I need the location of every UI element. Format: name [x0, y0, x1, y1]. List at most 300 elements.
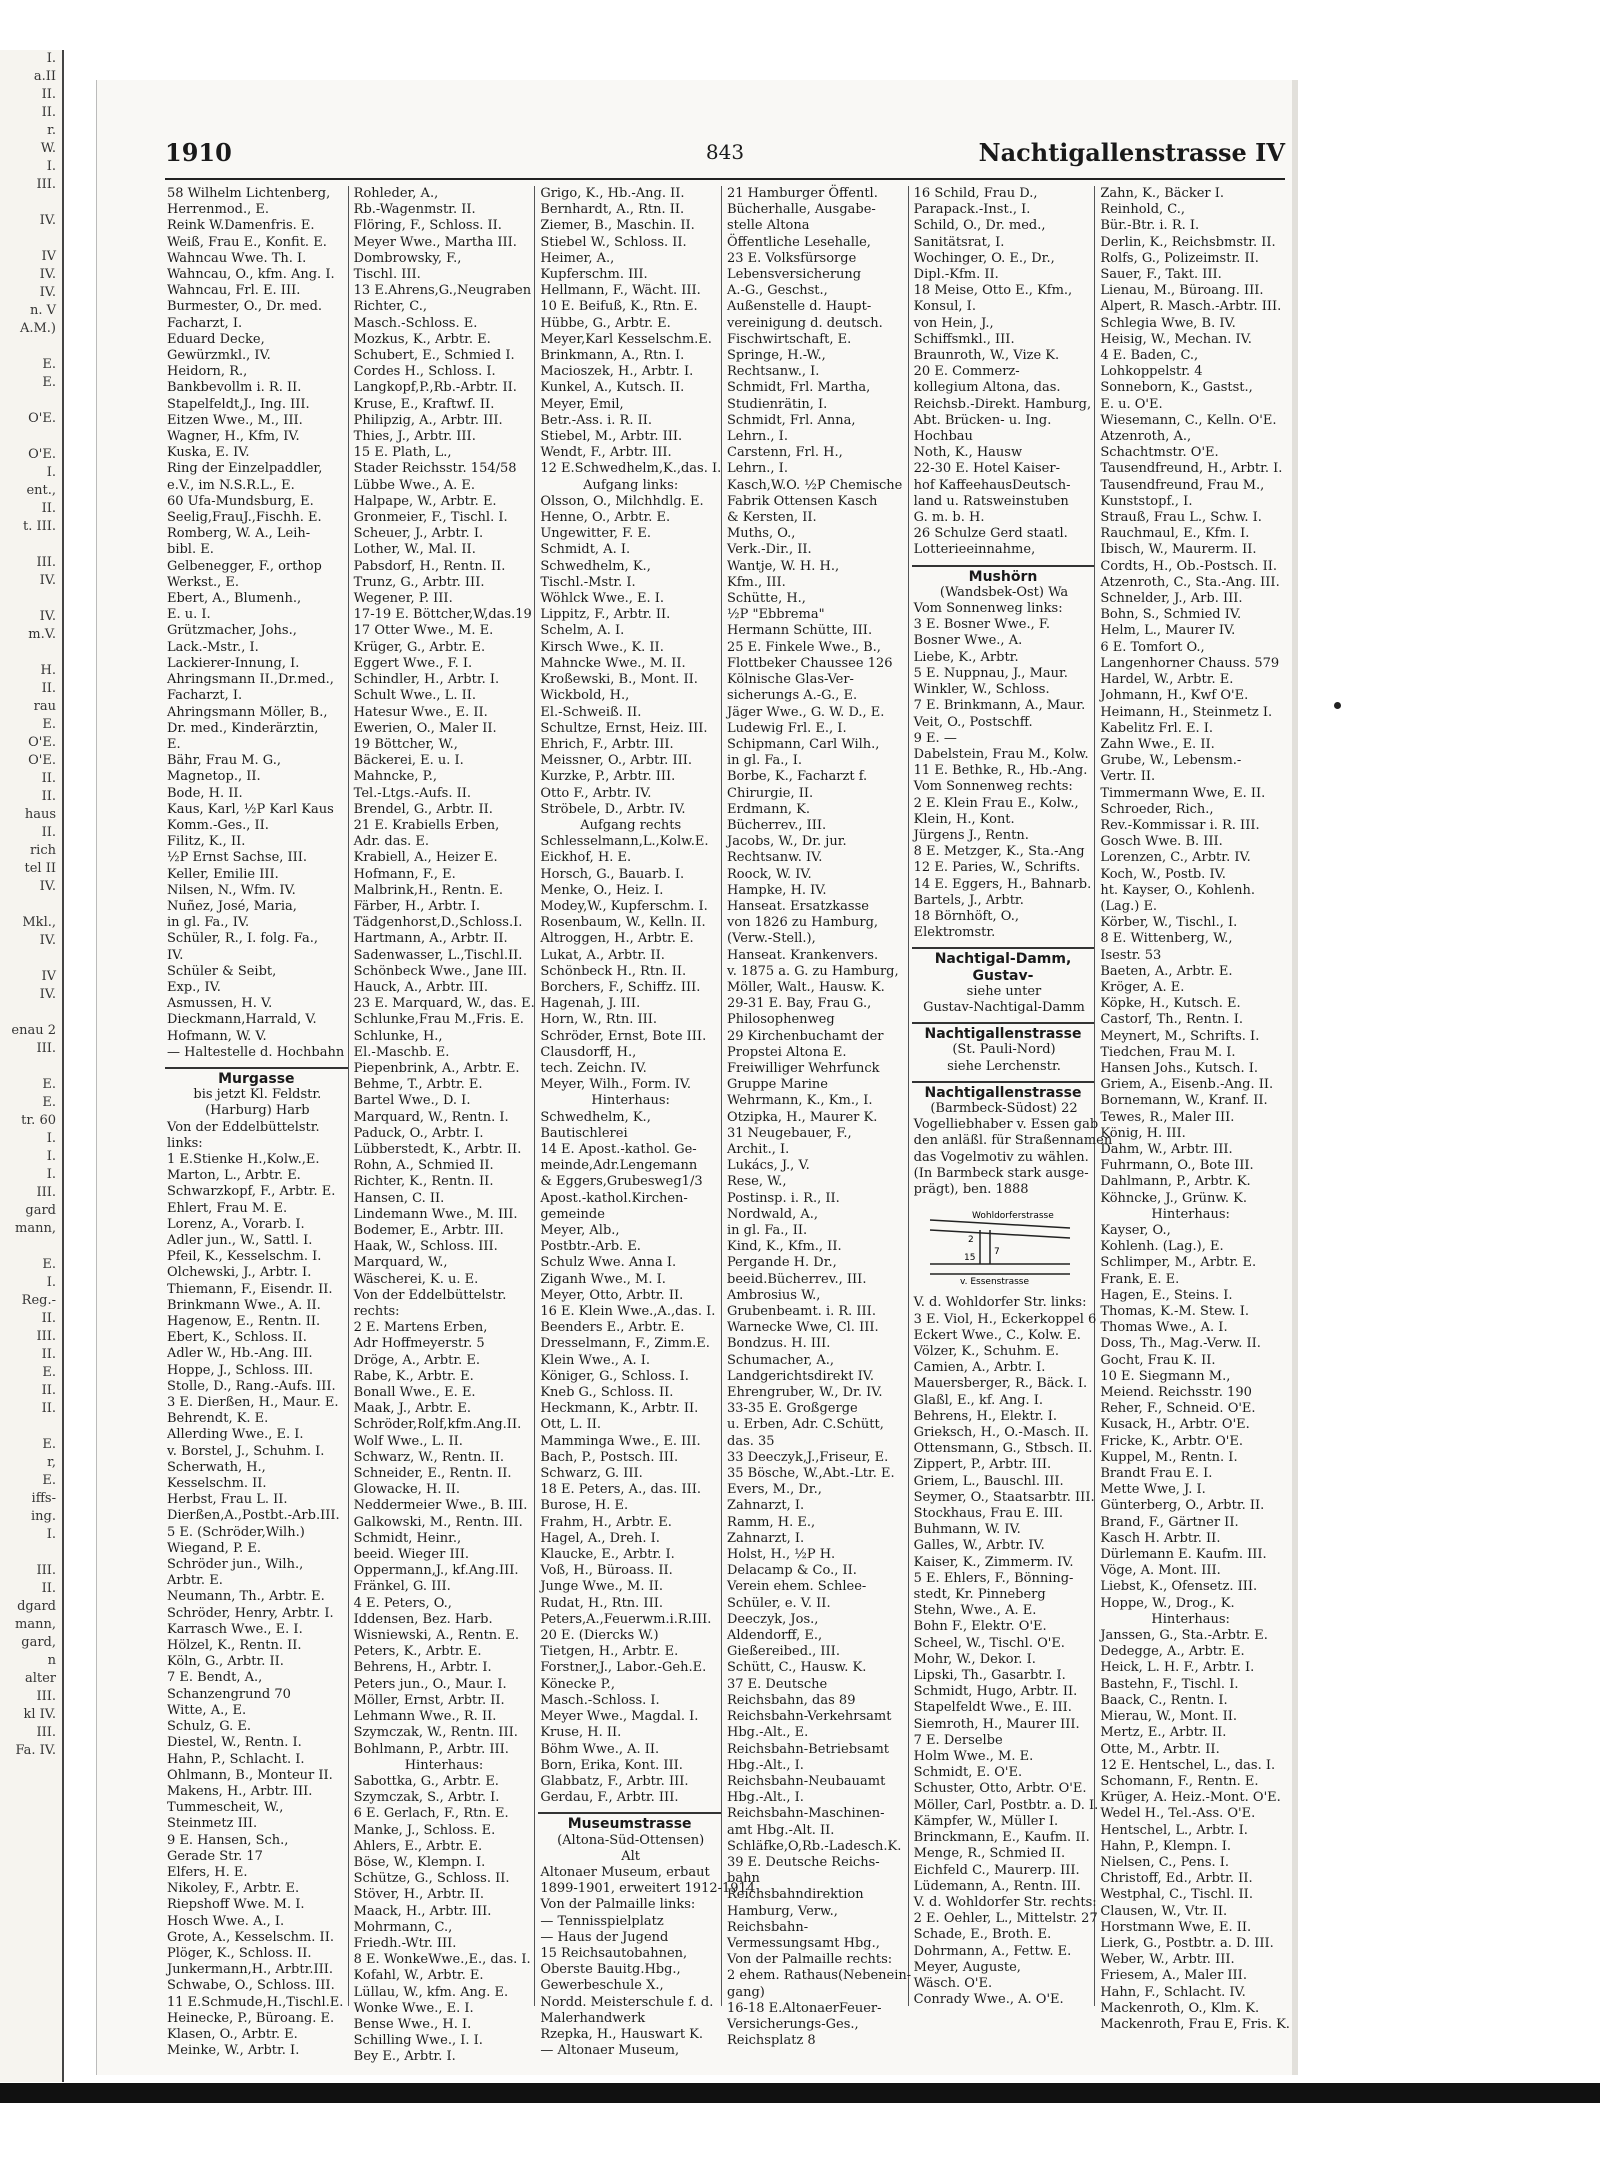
directory-entry: Plöger, K., Schloss. II. [167, 1945, 312, 1961]
directory-entry: Olsson, O., Milchhdlg. E. [540, 493, 704, 509]
directory-entry: Scheel, W., Tischl. O'E. [913, 1635, 1065, 1651]
edge-fragment: a.II [33, 69, 56, 84]
directory-entry: Kaus, Karl, ½P Karl Kaus [167, 801, 334, 817]
directory-entry: 10 E. Siegmann M., [1100, 1368, 1231, 1384]
edge-fragment: II. [41, 87, 56, 102]
directory-entry: Meyer, Otto, Arbtr. II. [540, 1287, 684, 1303]
edge-fragment: I. [46, 465, 56, 480]
directory-entry: Ziganh Wwe., M. I. [540, 1271, 666, 1287]
edge-fragment [0, 536, 62, 554]
directory-entry: Schnelder, J., Arb. III. [1100, 591, 1243, 607]
page-number: 843 [705, 140, 745, 164]
directory-entry: Behrendt, K. E. [167, 1411, 269, 1427]
directory-entry: Chirurgie, II. [727, 785, 814, 801]
directory-entry: links: [167, 1135, 203, 1151]
edge-fragment: IV. [39, 987, 56, 1002]
edge-fragment: kl IV. [23, 1707, 56, 1722]
directory-entry: Rohn, A., Schmied II. [353, 1158, 494, 1174]
directory-entry: Grützmacher, Johs., [167, 623, 297, 639]
edge-fragment [0, 338, 62, 356]
directory-entry: E. u. O'E. [1100, 396, 1163, 412]
directory-entry: Bornemann, W., Kranf. II. [1100, 1093, 1268, 1109]
directory-entry: Rabe, K., Arbtr. E. [353, 1368, 474, 1384]
directory-entry: bibl. E. [167, 542, 214, 558]
directory-entry: Wahncau Wwe. Th. I. [167, 250, 307, 266]
directory-entry: Rauchmaul, E., Kfm. I. [1100, 526, 1250, 542]
directory-entry: 15 E. Plath, L., [353, 445, 452, 461]
directory-entry: prägt), ben. 1888 [913, 1181, 1029, 1197]
directory-entry: Stapelfeldt,J., Ing. III. [167, 396, 310, 412]
directory-entry: Tausendfreund, Frau M., [1100, 477, 1265, 493]
directory-entry: Iddensen, Bez. Harb. [353, 1611, 493, 1627]
directory-entry: Seymer, O., Staatsarbtr. III. [913, 1489, 1095, 1505]
directory-entry: Schelm, A. I. [540, 623, 625, 639]
edge-fragment: I. [46, 1275, 56, 1290]
directory-entry: Mahncke, P., [353, 769, 437, 785]
edge-fragment: II. [41, 681, 56, 696]
directory-entry: Burose, H. E. [540, 1498, 629, 1514]
directory-entry: Kabelitz Frl. E. I. [1100, 720, 1214, 736]
directory-entry: Schroeder, Rich., [1100, 801, 1214, 817]
directory-entry: Wehrmann, K., Km., I. [727, 1093, 873, 1109]
directory-entry: Reichsbahn-Verkehrsamt [727, 1709, 892, 1725]
directory-entry: Allerding Wwe., E. I. [167, 1427, 304, 1443]
directory-entry: Oppermann,J., kf.Ang.III. [353, 1563, 519, 1579]
directory-entry: Hofmann, W. V. [167, 1028, 267, 1044]
directory-entry: Schindler, H., Arbtr. I. [353, 672, 500, 688]
directory-entry: Ambrosius W., [727, 1287, 821, 1303]
directory-entry: Schuster, Otto, Arbtr. O'E. [913, 1781, 1087, 1797]
directory-entry: Otte, M., Arbtr. II. [1100, 1741, 1220, 1757]
directory-entry: Bartel Wwe., D. I. [353, 1093, 471, 1109]
edge-fragment [0, 1238, 62, 1256]
previous-page-edge [0, 50, 64, 2082]
directory-entry: 20 E. (Diercks W.) [540, 1628, 659, 1644]
directory-entry: Von der Palmaille links: [540, 1897, 696, 1913]
directory-entry: Olchewski, J., Arbtr. I. [167, 1265, 312, 1281]
sketch-house-number: 15 [963, 1253, 976, 1264]
directory-entry: Schüler & Seibt, [167, 963, 277, 979]
edge-fragment: III. [36, 1689, 56, 1704]
directory-entry: 7 E. Brinkmann, A., Maur. [913, 698, 1086, 714]
directory-entry: 14 E. Apost.-kathol. Ge- [540, 1141, 697, 1157]
directory-entry: Cordes H., Schloss. I. [353, 364, 496, 380]
directory-entry: Schilling Wwe., I. I. [353, 2033, 483, 2049]
edge-fragment: II. [41, 105, 56, 120]
directory-entry: Bernhardt, A., Rtn. II. [540, 202, 685, 218]
directory-entry: Wedel H., Tel.-Ass. O'E. [1100, 1806, 1256, 1822]
edge-fragment: E. [42, 1473, 56, 1488]
directory-entry: 21 Hamburger Öffentl. [727, 186, 878, 201]
directory-entry: Thiemann, F., Eisendr. II. [167, 1281, 333, 1297]
edge-fragment: II. [41, 1347, 56, 1362]
directory-entry: Altroggen, H., Arbtr. E. [540, 931, 694, 947]
directory-entry: Schönbeck Wwe., Jane III. [353, 963, 527, 979]
edge-fragment [0, 230, 62, 248]
directory-entry: Mauersberger, R., Bäck. I. [913, 1376, 1088, 1392]
directory-entry: Rzepka, H., Hauswart K. [540, 2026, 704, 2042]
edge-fragment: rich [29, 843, 56, 858]
directory-entry: Eduard Decke, [167, 331, 265, 347]
directory-entry: 39 E. Deutsche Reichs- [727, 1854, 880, 1870]
directory-entry: Mertz, E., Arbtr. II. [1100, 1725, 1227, 1741]
edge-fragment: IV. [39, 933, 56, 948]
directory-entry: Johmann, H., Kwf O'E. [1100, 688, 1249, 704]
page-year: 1910 [165, 138, 232, 167]
directory-entry: Flöring, F., Schloss. II. [353, 218, 502, 234]
directory-entry: E. u. I. [167, 607, 211, 623]
directory-entry: Makens, H., Arbtr. III. [167, 1783, 313, 1799]
directory-entry: Wantje, W. H. H., [727, 558, 840, 574]
directory-entry: Lindemann Wwe., M. III. [353, 1206, 518, 1222]
directory-entry: Facharzt, I. [167, 315, 243, 331]
edge-fragment: rau [33, 699, 56, 714]
directory-entry: Kunststopf., I. [1100, 493, 1193, 509]
directory-entry: Clausen, W., Vtr. II. [1100, 1903, 1228, 1919]
directory-entry: Junge Wwe., M. II. [540, 1579, 663, 1595]
directory-entry: stelle Altona [727, 218, 810, 234]
directory-entry: 19 Böttcher, W., [353, 736, 458, 752]
directory-entry: Meynert, M., Schrifts. I. [1100, 1028, 1260, 1044]
directory-entry: 4 E. Baden, C., [1100, 348, 1199, 364]
directory-entry: Kusack, H., Arbtr. O'E. [1100, 1417, 1250, 1433]
directory-entry: Zahn Wwe., E. II. [1100, 736, 1215, 752]
directory-entry: Brandt Frau E. I. [1100, 1466, 1213, 1482]
directory-entry: Lother, W., Mal. II. [353, 542, 476, 558]
directory-entry: Langenhorner Chauss. 579 [1100, 655, 1280, 671]
directory-entry: v. Borstel, J., Schuhm. I. [167, 1443, 325, 1459]
directory-entry: Frahm, H., Arbtr. E. [540, 1514, 672, 1530]
directory-entry: ½P "Ebbrema" [727, 607, 825, 623]
directory-entry: Dedegge, A., Arbtr. E. [1100, 1644, 1245, 1660]
directory-entry: Rechtsanw. IV. [727, 850, 823, 866]
directory-entry: Adler W., Hb.-Ang. III. [167, 1346, 313, 1362]
directory-entry: Wagner, H., Kfm, IV. [167, 429, 300, 445]
directory-entry: Weiß, Frau E., Konfit. E. [167, 234, 327, 250]
directory-entry: 10 E. Beifuß, K., Rtn. E. [540, 299, 698, 315]
directory-entry: Gerdau, F., Arbtr. III. [540, 1790, 679, 1806]
directory-entry: Lorenz, A., Vorarb. I. [167, 1216, 305, 1232]
directory-page [96, 80, 1294, 2075]
directory-column [165, 186, 349, 2059]
directory-entry: Horn, W., Rtn. III. [540, 1012, 658, 1028]
centered-subheading: (Harburg) Harb [205, 1103, 310, 1119]
directory-entry: 21 E. Krabiells Erben, [353, 817, 500, 833]
directory-entry: Kölnische Glas-Ver- [727, 672, 854, 688]
directory-entry: Meyer Wwe., Magdal. I. [540, 1709, 699, 1725]
directory-entry: Marquard, W., [353, 1255, 448, 1271]
directory-entry: vereinigung d. deutsch. [727, 315, 883, 331]
directory-entry: Janssen, G., Sta.-Arbtr. E. [1100, 1628, 1268, 1644]
directory-entry: Landgerichtsdirekt IV. [727, 1368, 875, 1384]
directory-entry: Wolf Wwe., L. II. [353, 1433, 463, 1449]
directory-entry: Kämpfer, W., Müller I. [913, 1813, 1059, 1829]
directory-entry: Lorenzen, C., Arbtr. IV. [1100, 850, 1251, 866]
directory-entry: Betr.-Ass. i. R. II. [540, 412, 652, 428]
directory-entry: Verk.-Dir., II. [727, 542, 812, 558]
directory-entry: Marton, L., Arbtr. E. [167, 1168, 301, 1184]
directory-entry: Reichsbahn- [727, 1919, 809, 1935]
directory-entry: 2 E. Oehler, L., Mittelstr. 27 [913, 1911, 1098, 1927]
edge-fragment: IV. [39, 609, 56, 624]
directory-entry: u. Erben, Adr. C.Schütt, [727, 1417, 884, 1433]
directory-entry: Königer, G., Schloss. I. [540, 1368, 689, 1384]
directory-entry: Tädgenhorst,D.,Schloss.I. [353, 915, 523, 931]
directory-entry: Kruse, H. II. [540, 1725, 622, 1741]
directory-entry: 11 E.Schmude,H.,Tischl.E. [167, 1994, 344, 2010]
directory-entry: Neumann, Th., Arbtr. E. [167, 1589, 325, 1605]
directory-entry: Hübbe, G., Arbtr. E. [540, 315, 671, 331]
directory-entry: Otto F., Arbtr. IV. [540, 785, 652, 801]
edge-fragment: iffs- [31, 1491, 56, 1506]
directory-entry: Werkst., E. [167, 574, 240, 590]
directory-entry: Exp., IV. [167, 979, 221, 995]
directory-entry: Christoff, Ed., Arbtr. II. [1100, 1871, 1253, 1887]
directory-entry: Lübbe Wwe., A. E. [353, 477, 475, 493]
directory-entry: Freiwilliger Wehrfunck [727, 1060, 880, 1076]
edge-fragment: III. [36, 1563, 56, 1578]
directory-entry: Karrasch Wwe., E. I. [167, 1621, 303, 1637]
directory-entry: Kofahl, W., Arbtr. E. [353, 1968, 484, 1984]
directory-entry: Derlin, K., Reichsbmstr. II. [1100, 234, 1276, 250]
centered-subheading: Gustav-Nachtigal-Damm [923, 999, 1085, 1015]
directory-entry: Sabottka, G., Arbtr. E. [353, 1773, 499, 1789]
directory-entry: Kuska, E. IV. [167, 445, 250, 461]
directory-entry: Ehlert, Frau M. E. [167, 1200, 288, 1216]
directory-entry: Lüllau, W., kfm. Ang. E. [353, 1984, 509, 2000]
directory-entry: Romberg, W. A., Leih- [167, 526, 311, 542]
directory-entry: Archit., I. [727, 1141, 790, 1157]
directory-entry: in gl. Fa., IV. [167, 915, 250, 931]
directory-entry: V. d. Wohldorfer Str. rechts: [913, 1894, 1097, 1910]
directory-entry: v. 1875 a. G. zu Hamburg, [727, 963, 899, 979]
directory-entry: Kohlenh. (Lag.), E. [1100, 1239, 1224, 1255]
directory-entry: (In Barmbeck stark ausge- [913, 1165, 1089, 1181]
directory-entry: Kroßewski, B., Mont. II. [540, 672, 698, 688]
directory-entry: Braunroth, W., Vize K. [913, 348, 1060, 364]
directory-entry: Pergande H. Dr., [727, 1255, 837, 1271]
edge-fragment: II. [41, 1401, 56, 1416]
directory-entry: 33 Deeczyk,J.,Friseur, E. [727, 1449, 889, 1465]
edge-fragment: I. [46, 51, 56, 66]
directory-entry: Philosophenweg [727, 1012, 835, 1028]
centered-subheading: Aufgang links: [583, 477, 679, 493]
sketch-house-number: 2 [967, 1235, 974, 1246]
directory-entry: Bodemer, E., Arbtr. III. [353, 1223, 504, 1238]
sketch-street-top: Wohldorferstrasse [971, 1211, 1054, 1222]
edge-fragment: III. [36, 1725, 56, 1740]
directory-entry: Grote, A., Kesselschm. II. [167, 1929, 334, 1945]
directory-entry: Schultze, Ernst, Heiz. III. [540, 720, 708, 736]
directory-entry: Richter, K., Rentn. II. [353, 1174, 494, 1190]
directory-entry: Bonall Wwe., E. E. [353, 1385, 476, 1401]
directory-entry: Dresselmann, F., Zimm.E. [540, 1336, 710, 1352]
directory-entry: 1 E.Stienke H.,Kolw.,E. [167, 1151, 320, 1167]
directory-entry: Flottbeker Chaussee 126 [727, 655, 893, 671]
edge-fragment [0, 1418, 62, 1436]
directory-entry: Roock, W. IV. [727, 866, 812, 882]
directory-entry: Schult Wwe., L. II. [353, 688, 476, 704]
directory-entry: Dombrowsky, F., [353, 250, 462, 266]
directory-entry: — Tennisspielplatz [540, 1913, 664, 1929]
directory-entry: 31 Neugebauer, F., [727, 1125, 852, 1141]
directory-entry: Möller, Carl, Postbtr. a. D. I. [913, 1797, 1099, 1813]
directory-entry: Hosch Wwe. A., I. [167, 1913, 285, 1929]
directory-entry: Doss, Th., Mag.-Verw. II. [1100, 1336, 1261, 1352]
directory-entry: 16 E. Klein Wwe.,A.,das. I. [540, 1304, 716, 1320]
directory-entry: gang) [727, 1984, 765, 2000]
directory-entry: Nordd. Meisterschule f. d. [540, 1994, 714, 2010]
directory-entry: Zahnarzt, I. [727, 1530, 805, 1546]
directory-entry: Philipzig, A., Arbtr. III. [353, 412, 503, 428]
street-section-heading: Museumstrasse [538, 1812, 721, 1832]
directory-entry: A.-G., Geschst., [727, 283, 828, 299]
directory-entry: 18 Börnhöft, O., [913, 908, 1019, 924]
directory-entry: sicherungs A.-G., E. [727, 688, 858, 704]
directory-entry: Grigo, K., Hb.-Ang. II. [540, 186, 685, 201]
directory-entry: Holm Wwe., M. E. [913, 1749, 1034, 1765]
directory-entry: Mamminga Wwe., E. III. [540, 1433, 701, 1449]
edge-fragment: E. [42, 1365, 56, 1380]
directory-entry: Klein, H., Kont. [913, 811, 1015, 827]
directory-entry: Kuppel, M., Rentn. I. [1100, 1449, 1238, 1465]
directory-entry: Castorf, Th., Rentn. I. [1100, 1012, 1243, 1028]
directory-entry: kollegium Altona, das. [913, 380, 1061, 396]
directory-entry: Conrady Wwe., A. O'E. [913, 1992, 1064, 2008]
directory-entry: Kurzke, P., Arbtr. III. [540, 769, 676, 785]
directory-entry: Hahn, P., Schlacht. I. [167, 1751, 305, 1767]
directory-entry: Vermessungsamt Hbg., [727, 1935, 880, 1951]
directory-entry: El.-Maschb. E. [353, 1044, 450, 1060]
directory-entry: Masch.-Schloss. I. [540, 1692, 660, 1708]
directory-entry: Bohlmann, P., Arbtr. III. [353, 1741, 509, 1757]
directory-entry: Ottensmann, G., Stbsch. II. [913, 1441, 1093, 1457]
directory-entry: Liebe, K., Arbtr. [913, 649, 1019, 665]
directory-entry: Krüger, A. Heiz.-Mont. O'E. [1100, 1790, 1281, 1806]
directory-entry: Beenders E., Arbtr. E. [540, 1320, 685, 1336]
directory-entry: 7 E. Bendt, A., [167, 1670, 263, 1686]
centered-subheading: bis jetzt Kl. Feldstr. [193, 1087, 322, 1103]
centered-subheading: Hinterhaus: [1151, 1611, 1230, 1627]
directory-entry: 5 E. Ehlers, F., Bönning- [913, 1570, 1074, 1586]
edge-fragment: O'E. [28, 753, 56, 768]
directory-entry: — Haus der Jugend [540, 1929, 669, 1945]
directory-entry: 18 Meise, Otto E., Kfm., [913, 283, 1073, 299]
directory-entry: Bäckerei, E. u. I. [353, 753, 464, 769]
directory-entry: Reichsbahn, das 89 [727, 1692, 856, 1708]
directory-entry: Lierk, G., Postbtr. a. D. III. [1100, 1935, 1274, 1951]
directory-entry: Ehrich, F., Arbtr. III. [540, 736, 674, 752]
directory-entry: Hamburg, Verw., [727, 1903, 838, 1919]
centered-subheading: siehe unter [966, 983, 1042, 999]
directory-entry: Wöhlck Wwe., E. I. [540, 591, 665, 607]
edge-fragment: ing. [31, 1509, 56, 1524]
edge-fragment: alter [24, 1671, 56, 1686]
directory-entry: Köpke, H., Kutsch. E. [1100, 996, 1241, 1012]
directory-entry: Sadenwasser, L.,Tischl.II. [353, 947, 523, 963]
directory-entry: Maak, J., Arbtr. E. [353, 1401, 472, 1417]
directory-entry: 60 Ufa-Mundsburg, E. [167, 493, 314, 509]
directory-entry: Meyer, Emil, [540, 396, 624, 412]
edge-fragment [0, 896, 62, 914]
directory-entry: Brand, F., Gärtner II. [1100, 1514, 1239, 1530]
directory-entry: Holst, H., ½P H. [727, 1547, 836, 1563]
directory-entry: 3 E. Bosner Wwe., F. [913, 617, 1050, 633]
directory-entry: Hatesur Wwe., E. II. [353, 704, 488, 720]
directory-entry: Galkowski, M., Rentn. III. [353, 1514, 523, 1530]
directory-entry: Steinmetz III. [167, 1816, 258, 1832]
directory-entry: Kayser, O., [1100, 1223, 1171, 1238]
directory-entry: Brinkmann Wwe., A. II. [167, 1297, 321, 1313]
directory-entry: 12 E.Schwedhelm,K.,das. I. [540, 461, 722, 477]
directory-entry: beeid. Wieger III. [353, 1547, 469, 1563]
edge-fragment: gard [25, 1203, 56, 1218]
directory-entry: Hanseat. Ersatzkasse [727, 898, 869, 914]
directory-entry: Kind, K., Kfm., II. [727, 1239, 842, 1255]
directory-entry: Hbg.-Alt., E. [727, 1725, 809, 1741]
directory-entry: 23 E. Volksfürsorge [727, 250, 857, 266]
directory-entry: Scherwath, H., [167, 1459, 266, 1475]
directory-entry: Schütt, C., Hausw. K. [727, 1660, 867, 1676]
edge-fragment [0, 428, 62, 446]
directory-entry: Otzipka, H., Maurer K. [727, 1109, 878, 1125]
directory-entry: Behme, T., Arbtr. E. [353, 1077, 483, 1093]
edge-fragment: III. [36, 555, 56, 570]
directory-entry: Pabsdorf, H., Rentn. II. [353, 558, 506, 574]
directory-column [352, 186, 536, 2065]
directory-entry: Facharzt, I. [167, 688, 243, 704]
directory-entry: (Verw.-Stell.), [727, 931, 816, 947]
edge-fragment: E. [42, 1095, 56, 1110]
directory-entry: Reichsbahndirektion [727, 1887, 864, 1903]
directory-entry: Lukács, J., V. [727, 1158, 810, 1174]
directory-entry: Schwedhelm, K., [540, 558, 651, 574]
directory-entry: Hagel, A., Dreh. I. [540, 1530, 660, 1546]
directory-entry: Schmidt, Heinr., [353, 1530, 462, 1546]
edge-fragment: III. [36, 1185, 56, 1200]
directory-entry: Stolle, D., Rang.-Aufs. III. [167, 1378, 336, 1394]
directory-entry: Kneb G., Schloss. II. [540, 1385, 674, 1401]
edge-fragment: O'E. [28, 411, 56, 426]
directory-entry: Peters jun., O., Maur. I. [353, 1676, 507, 1692]
directory-entry: König, H. III. [1100, 1125, 1186, 1141]
directory-entry: 6 E. Gerlach, F., Rtn. E. [353, 1806, 509, 1822]
directory-entry: Stockhaus, Frau E. III. [913, 1506, 1063, 1522]
directory-entry: Wonke Wwe., E. I. [353, 2000, 474, 2016]
directory-entry: Reink W.Damenfris. E. [167, 218, 315, 234]
edge-fragment: Mkl., [22, 915, 56, 930]
directory-entry: Hauck, A., Arbtr. III. [353, 979, 489, 995]
edge-fragment: mann, [15, 1617, 56, 1632]
directory-entry: Propstei Altona E. [727, 1044, 847, 1060]
edge-fragment: II. [41, 501, 56, 516]
directory-entry: Szymczak, S., Arbtr. I. [353, 1790, 500, 1806]
centered-subheading: Alt [621, 1848, 641, 1864]
directory-entry: Schwarz, W., Rentn. II. [353, 1449, 505, 1465]
directory-entry: Kfm., III. [727, 574, 786, 590]
directory-entry: Ungewitter, F. E. [540, 526, 652, 542]
directory-entry: Bohn F., Elektr. O'E. [913, 1619, 1047, 1635]
directory-entry: bahn [727, 1871, 760, 1887]
directory-entry: Weber, W., Arbtr. III. [1100, 1952, 1235, 1968]
directory-entry: Diestel, W., Rentn. I. [167, 1735, 302, 1751]
directory-entry: Hardel, W., Arbtr. E. [1100, 672, 1234, 688]
directory-entry: Wahncau, Frl. E. III. [167, 283, 301, 299]
directory-entry: Wochinger, O. E., Dr., [913, 250, 1055, 266]
directory-entry: Schachtmstr. O'E. [1100, 445, 1219, 461]
directory-entry: Gronmeier, F., Tischl. I. [353, 510, 508, 526]
directory-entry: Ewerien, O., Maler II. [353, 720, 497, 736]
